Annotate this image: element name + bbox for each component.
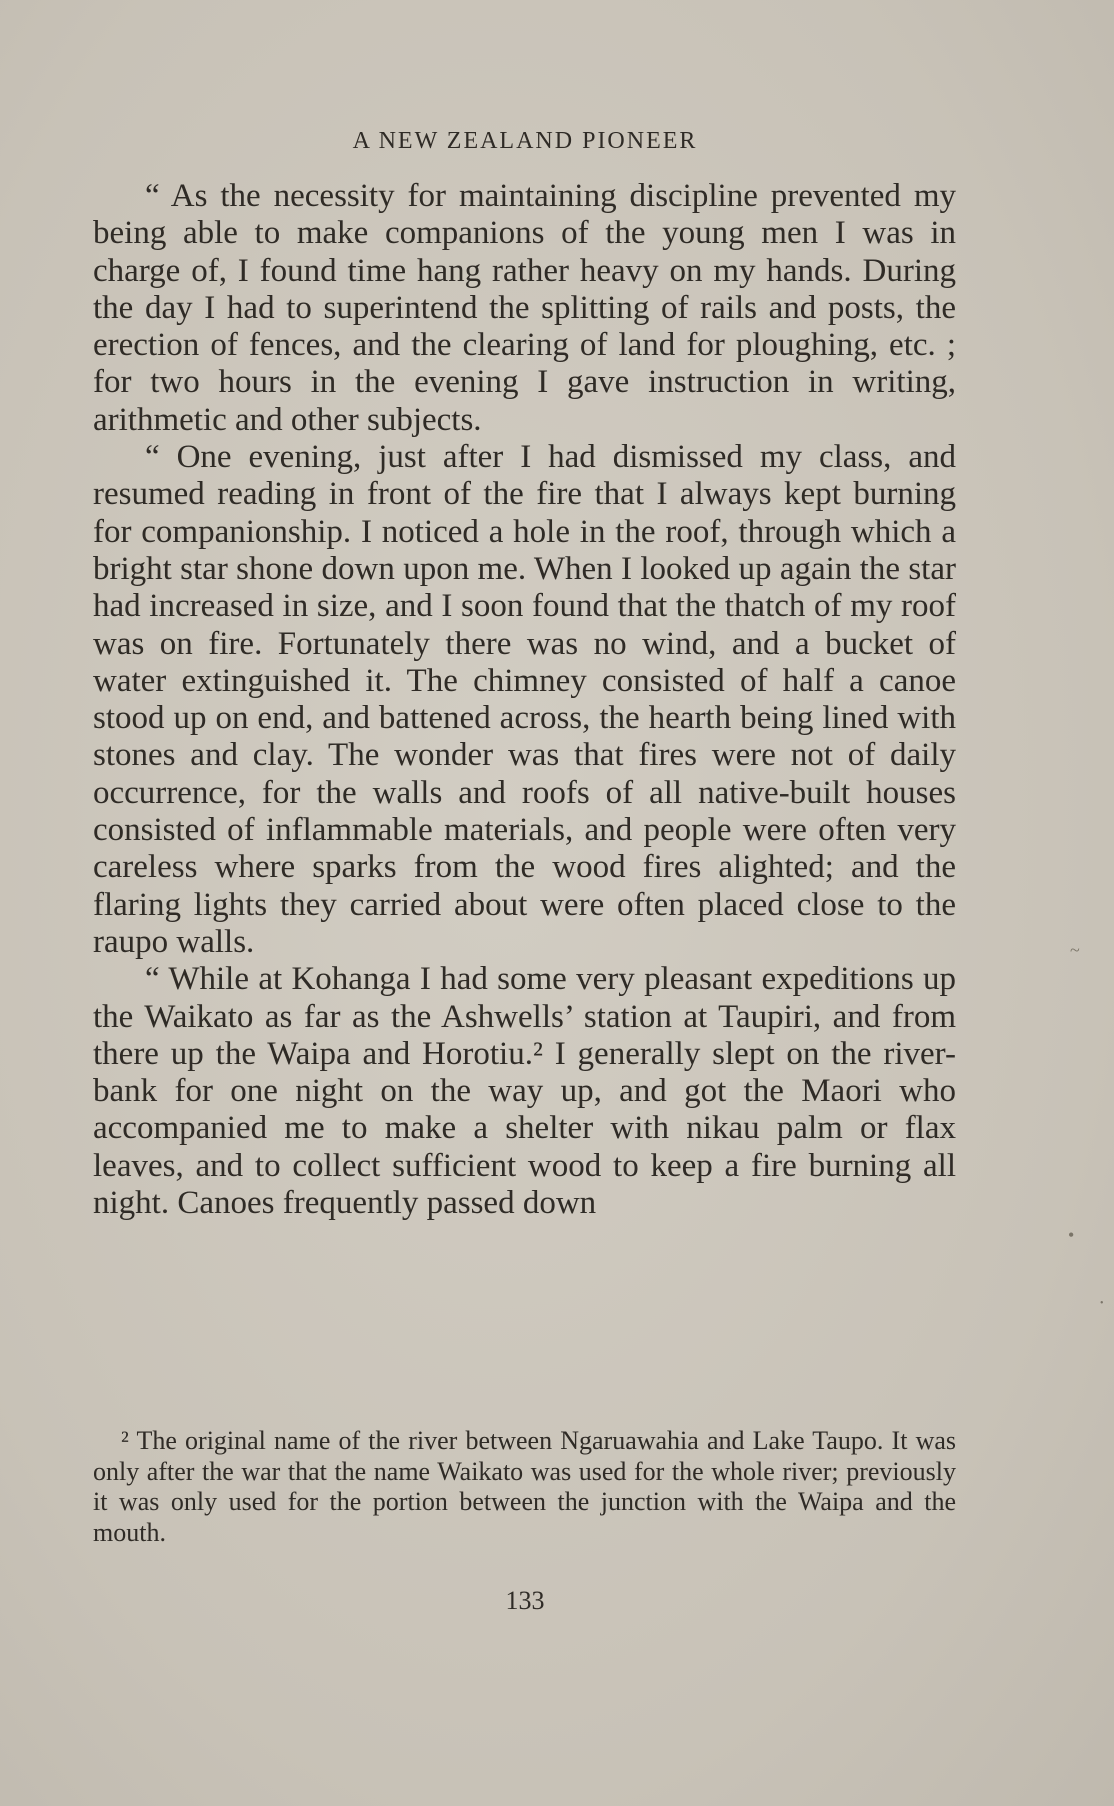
paper-speck: • — [1100, 1298, 1104, 1309]
running-header: A NEW ZEALAND PIONEER — [352, 128, 698, 154]
footnote: ² The original name of the river between Ngaruawahia and Lake Taupo. It was only after the war that the name Waikato was used for the whole river; previously it was only used for the portion between the junction with the Waipa and the mouth. — [93, 1426, 956, 1547]
paper-speck: ~ — [1070, 940, 1080, 960]
footnotes — [93, 1426, 956, 1548]
paper-speck: • — [1068, 1225, 1075, 1245]
paragraph: “ As the necessity for maintaining discipline prevented my being able to make companions of the young men I was in charge of, I found time hang rather heavy on my hands. During the day I had to superintend the splitting of rails and posts, the erection of fences, and the clearing of land for ploughing, etc. ; for two hours in the evening I gave instruction in writing, arithmetic and other subjects. — [93, 178, 956, 438]
body-text — [93, 178, 956, 1222]
page-number: 133 — [505, 1586, 545, 1615]
paragraph: “ One evening, just after I had dismissed my class, and resumed reading in front of the fire that I always kept burning for companionship. I noticed a hole in the roof, through which a bright star shone down upon me. When I looked up again the star had increased in size, and I soon found that the thatch of my roof was on fire. Fortunately there was no wind, and a bucket of water extinguished it. The chimney consisted of half a canoe stood up on end, and battened across, the hearth being lined with stones and clay. The wonder was that fires were not of daily occurrence, for the walls and roofs of all native-built houses consisted of inflammable materials, and people were often very careless where sparks from the wood fires alighted; and the flaring lights they carried about were often placed close to the raupo walls. — [93, 439, 956, 960]
paragraph: “ While at Kohanga I had some very pleasant expeditions up the Waikato as far as the Ashwells’ station at Taupiri, and from there up the Waipa and Horotiu.² I generally slept on the river-bank for one night on the way up, and got the Maori who accompanied me to make a shelter with nikau palm or flax leaves, and to collect sufficient wood to keep a fire burning all night. Canoes frequently passed down — [93, 961, 956, 1222]
